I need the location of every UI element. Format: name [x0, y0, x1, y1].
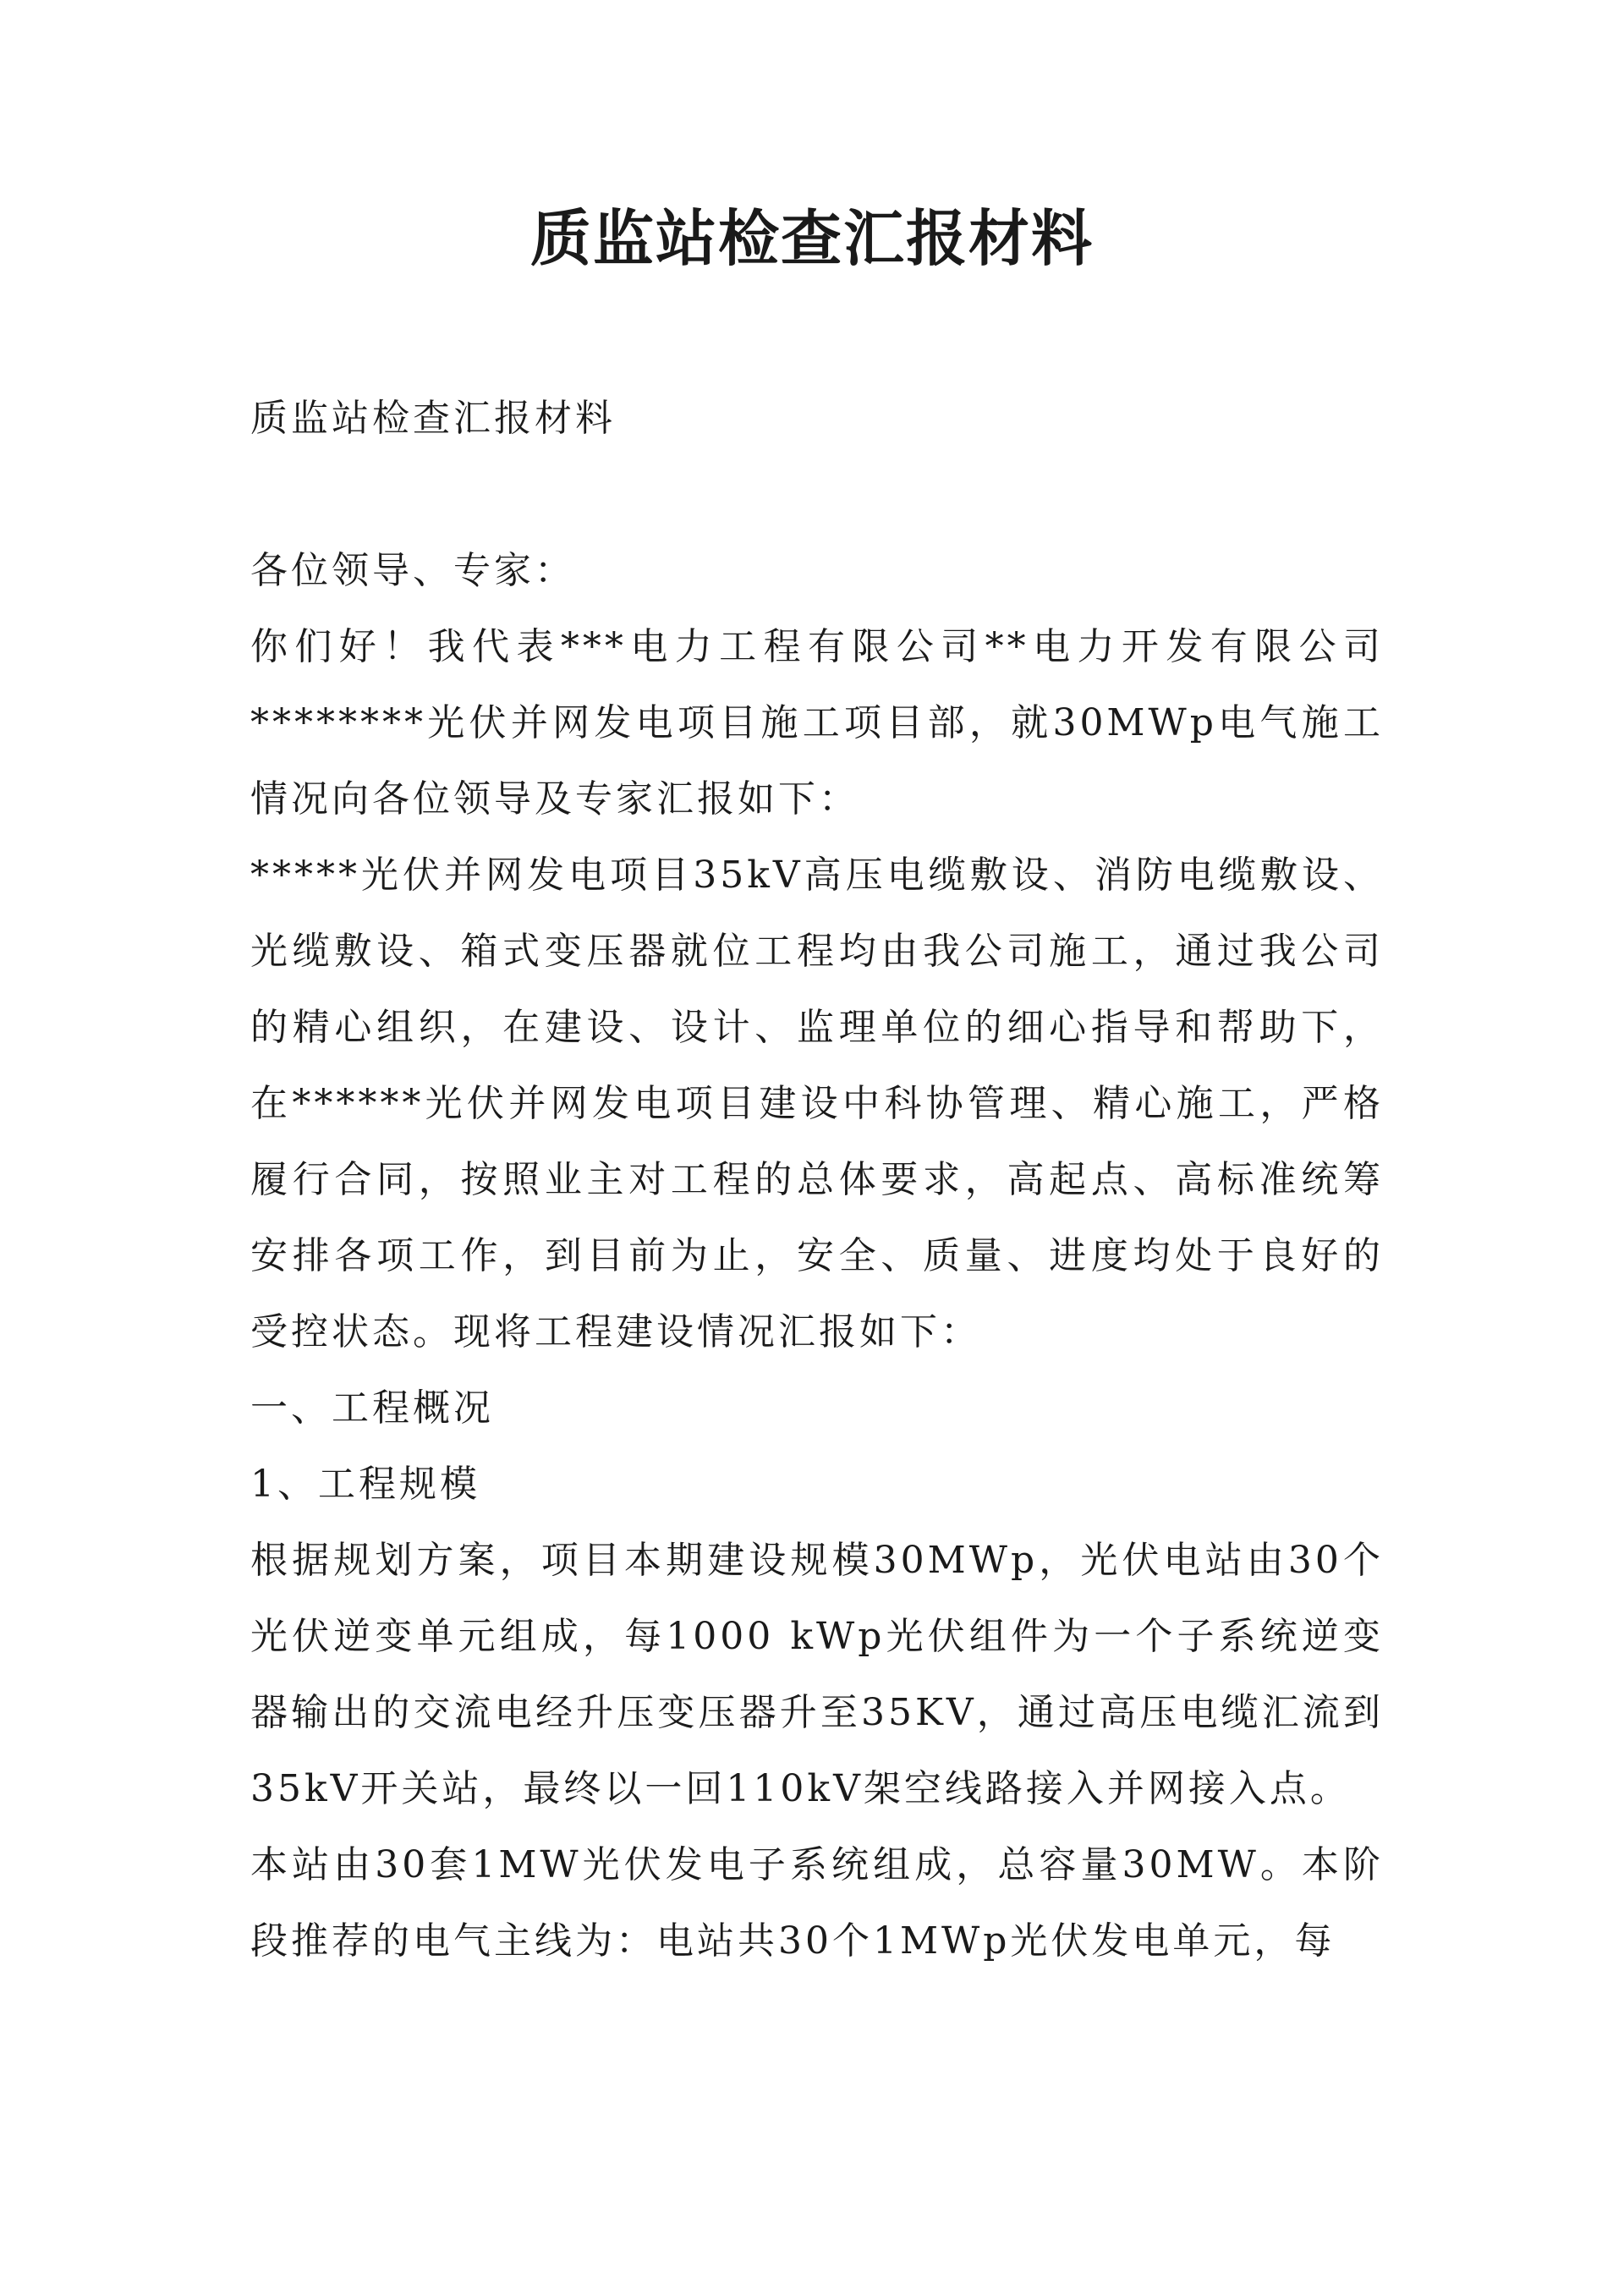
document-subtitle: 质监站检查汇报材料	[250, 397, 616, 440]
section-heading: 一、工程概况	[250, 1386, 494, 1430]
intro-paragraph: 你们好！我代表***电力工程有限公司**电力开发有限公司********光伏并网发电项目施工项目部，就30MWp电气施工情况向各位领导及专家汇报如下：	[250, 625, 1384, 821]
station-paragraph: 本站由30套1MW光伏发电子系统组成，总容量30MW。本阶段推荐的电气主线为：电站共30个1MWp光伏发电单元，每	[250, 1843, 1384, 1963]
document-title: 质监站检查汇报材料	[529, 202, 1094, 274]
greeting-paragraph: 各位领导、专家：	[250, 549, 575, 592]
document-body	[250, 381, 1384, 1979]
summary-paragraph: *****光伏并网发电项目35kV高压电缆敷设、消防电缆敷设、光缆敷设、箱式变压器就位工程均由我公司施工，通过我公司的精心组织，在建设、设计、监理单位的细心指导和帮助下，在******光伏并网发电项目建设中科协管理、精心施工，严格履行合同，按照业主对工程的总体要求，高起点、高标准统筹安排各项工作，到目前为止，安全、质量、进度均处于良好的受控状态。现将工程建设情况汇报如下：	[250, 854, 1384, 1353]
scale-paragraph: 根据规划方案，项目本期建设规模30MWp，光伏电站由30个光伏逆变单元组成，每1000 kWp光伏组件为一个子系统逆变器输出的交流电经升压变压器升至35KV，通过高压电缆汇流到35kV开关站，最终以一回110kV架空线路接入并网接入点。	[250, 1539, 1384, 1810]
subsection-heading: 1、工程规模	[250, 1463, 480, 1506]
